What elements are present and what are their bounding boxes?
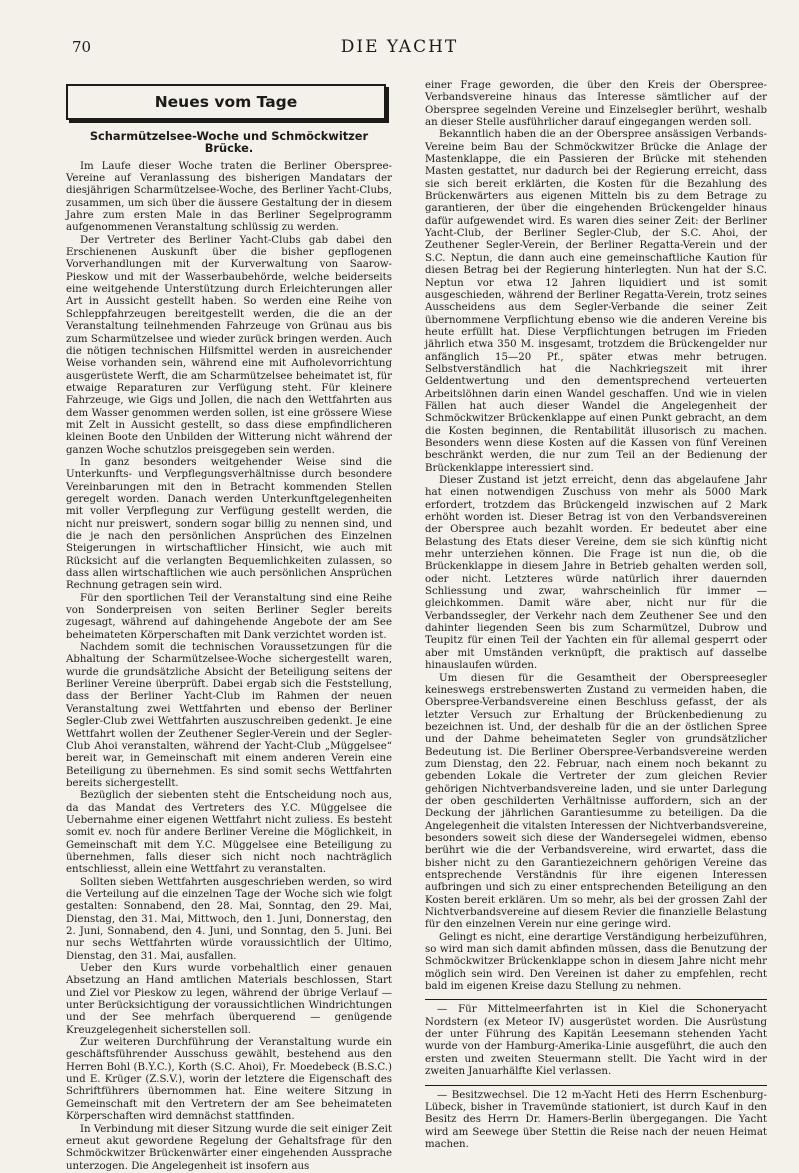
left-column	[66, 84, 392, 1173]
article-body-left	[66, 161, 392, 1173]
paragraph: Dieser Zustand ist jetzt erreicht, denn das abgelaufene Jahr hat einen notwendigen Zuschuss von mehr als 5000 Mark erfordert, trotzdem das Brückengeld inzwischen auf 2 Mark erhöht worden ist. Dieser Betrag ist von den Verbandsvereinen der Oberspree auch bezahlt worden. Er bedeutet aber eine Belastung des Etats dieser Vereine, dem sie sich künftig nicht mehr unterziehen können. Die Frage ist nun die, ob die Brückenklappe in diesem Jahre in Betrieb gehalten werden soll, oder nicht. Letzteres würde natürlich ihrer dauernden Schliessung und zwar, wahrscheinlich für immer — gleichkommen. Damit wäre aber, nicht nur für die Verbandssegler, der Verkehr nach dem Zeuthener See und den dahinter liegenden Seen bis zum Scharmützel, Dubrow und Teupitz für einen Teil der Yachten ein für allemal gesperrt oder aber mit Umständen verknüpft, die praktisch auf dasselbe hinauslaufen würden.	[425, 475, 767, 672]
paragraph: Um diesen für die Gesamtheit der Oberspreesegler keineswegs erstrebenswerten Zustand zu vermeiden haben, die Oberspree-Verbandsvereine einen Beschluss gefasst, der als letzter Versuch zur Erhaltung der Brückenbedienung zu bezeichnen ist. Und, der deshalb für die an der östlichen Spree und der Dahme beheimateten Segler von grundsätzlicher Bedeutung ist. Die Berliner Oberspree-Verbandsvereine werden zum Dienstag, den 22. Februar, nach einem noch bekannt zu gebenden Lokale die Vertreter der zum gleichen Revier gehörigen Nichtverbandsvereine laden, und sie unter Darlegung der oben geschilderten Verhältnisse auffordern, sich an der Deckung der jährlichen Garantiesumme zu beteiligen. Da die Angelegenheit die vitalsten Interessen der Nichtverbandsvereine, besonders soweit sich diese der Wandersegelei widmen, ebenso berührt wie die der Verbandsvereine, wird erwartet, dass die bisher nicht zu den Garantiezeichnern gehörigen Vereine das entsprechende Verständnis für ihre eigenen Interessen aufbringen und sich zu einer entsprechenden Beteiligung an den Kosten bereit erklären. Um so mehr, als bei der grossen Zahl der Nichtverbandsvereine auf diesem Revier die finanzielle Belastung für den einzelnen Verein nur eine geringe wird.	[425, 672, 767, 931]
paragraph: Im Laufe dieser Woche traten die Berliner Oberspree-Vereine auf Veranlassung des bisherigen Mandatars der diesjährigen Scharmützelsee-Woche, des Berliner Yacht-Clubs, zusammen, um sich über die äussere Gestaltung der in diesem Jahre zum ersten Male in das Berliner Segelprogramm aufgenommenen Veranstaltung schlüssig zu werden.	[66, 160, 392, 234]
news-item: — Für Mittelmeerfahrten ist in Kiel die Schoneryacht Nordstern (ex Meteor IV) ausgerüstet worden. Die Ausrüstung der unter Führung des Kapitän Leesemann stehenden Yacht wurde von der Hamburg-Amerika-Linie ausgeführt, die auch den ersten und zweiten Steuermann stellt. Die Yacht wird in der zweiten Januarhälfte Kiel verlassen.	[425, 1004, 767, 1078]
divider	[425, 999, 767, 1000]
article-title: Scharmützelsee-Woche und Schmöckwitzer Brücke.	[89, 129, 369, 156]
paragraph: Gelingt es nicht, eine derartige Verständigung herbeizuführen, so wird man sich damit abfinden müssen, dass die Benutzung der Schmöckwitzer Brückenklappe schon in diesem Jahre nicht mehr möglich sein wird. Den Vereinen ist daher zu empfehlen, recht bald im eigenen Kreise dazu Stellung zu nehmen.	[425, 931, 767, 993]
page-number: 70	[72, 38, 92, 56]
paragraph: In Verbindung mit dieser Sitzung wurde die seit einiger Zeit erneut akut gewordene Regelung der Gehaltsfrage für den Schmöckwitzer Brückenwärter einer eingehenden Aussprache unterzogen. Die Angelegenheit ist insofern aus	[66, 1123, 392, 1172]
paragraph: Nachdem somit die technischen Voraussetzungen für die Abhaltung der Scharmützelsee-Woche sichergestellt waren, wurde die grundsätzliche Absicht der Beteiligung seitens der Berliner Vereine überprüft. Dabei ergab sich die Feststellung, dass der Berliner Yacht-Club im Rahmen der neuen Veranstaltung zwei Wettfahrten und ebenso der Berliner Segler-Club zwei Wettfahrten auszuschreiben gedenkt. Je eine Wettfahrt wollen der Zeuthener Segler-Verein und der Segler-Club Ahoi veranstalten, während der Yacht-Club „Müggelsee“ bereit war, in Gemeinschaft mit einem anderen Verein eine Beteiligung zu übernehmen. Es sind somit sechs Wettfahrten bereits sichergestellt.	[66, 642, 392, 789]
news-items	[425, 1004, 767, 1151]
article-body-right	[425, 80, 767, 993]
divider	[425, 1085, 767, 1086]
paragraph: Sollten sieben Wettfahrten ausgeschrieben werden, so wird die Verteilung auf die einzelnen Tage der Woche sich wie folgt gestalten: Sonnabend, den 28. Mai, Sonntag, den 29. Mai, Dienstag, den 31. Mai, Mittwoch, den 1. Juni, Donnerstag, den 2. Juni, Sonnabend, den 4. Juni, und Sonntag, den 5. Juni. Bei nur sechs Wettfahrten würde voraussichtlich der Ultimo, Dienstag, den 31. Mai, ausfallen.	[66, 876, 392, 962]
paragraph-continued: einer Frage geworden, die über den Kreis der Oberspree-Verbandsvereine hinaus das Interesse sämtlicher auf der Oberspree segelnden Vereine und Einzelsegler berührt, weshalb an dieser Stelle ausführlicher darauf eingegangen werden soll.	[425, 80, 767, 129]
paragraph: Zur weiteren Durchführung der Veranstaltung wurde ein geschäftsführender Ausschuss gewählt, bestehend aus den Herren Bohl (B.Y.C.), Korth (S.C. Ahoi), Fr. Moedebeck (B.S.C.) und E. Krüger (Z.S.V.), worin der letztere die Eigenschaft des Schriftführers übernommen hat. Eine weitere Sitzung in Gemeinschaft mit den Vertretern der am See beheimateten Körperschaften wird demnächst stattfinden.	[66, 1037, 392, 1123]
paragraph: Für den sportlichen Teil der Veranstaltung sind eine Reihe von Sonderpreisen von seiten Berliner Segler bereits zugesagt, während auf dahingehende Angebote der am See beheimateten Körperschaften mit Dank verzichtet worden ist.	[66, 592, 392, 641]
section-title-box	[66, 84, 386, 120]
running-head: DIE YACHT	[340, 37, 459, 57]
right-column	[425, 80, 767, 1151]
paragraph: Bekanntlich haben die an der Oberspree ansässigen Verbands-Vereine beim Bau der Schmöckwitzer Brücke die Anlage der Mastenklappe, die ein Passieren der Brücke mit stehenden Masten gestattet, nur dadurch bei der Regierung erreicht, dass sie sich bereit erklärten, die Kosten für die Bezahlung des Brückenwärters aus eigenen Mitteln bis zu dem Betrage zu garantieren, der über die eingehenden Brückengelder hinaus dafür aufgewendet wird. Es waren dies seiner Zeit: der Berliner Yacht-Club, der Berliner Segler-Club, der S.C. Ahoi, der Zeuthener Segler-Verein, der Berliner Regatta-Verein und der S.C. Neptun, die dann auch eine gemeinschaftliche Kaution für diesen Betrag bei der Regierung hinterlegten. Nun hat der S.C. Neptun vor etwa 12 Jahren liquidiert und ist somit ausgeschieden, während der Berliner Regatta-Verein, trotz seines Ausscheidens aus dem Segler-Verbande die seiner Zeit übernommene Verpflichtung ebenso wie die anderen Vereine bis heute erfüllt hat. Diese Verpflichtungen betrugen im Frieden jährlich etwa 350 M. insgesamt, trotzdem die Brückengelder nur anfänglich 15—20 Pf., später etwas mehr betrugen. Selbstverständlich hat die Nachkriegszeit mit ihrer Geldentwertung und den dementsprechend verteuerten Arbeitslöhnen darin einen Wandel geschaffen. Und wie in vielen Fällen hat auch dieser Wandel die Angelegenheit der Schmöckwitzer Brückenklappe auf einen Punkt gebracht, an dem die Kosten beginnen, die Rentabilität illusorisch zu machen. Besonders wenn diese Kosten auf die Kassen von fünf Vereinen beschränkt werden, die nur zum Teil an der Bedienung der Brückenklappe interessiert sind.	[425, 129, 767, 474]
section-title: Neues vom Tage	[154, 92, 298, 111]
paragraph: Bezüglich der siebenten steht die Entscheidung noch aus, da das Mandat des Vertreters des Y.C. Müggelsee die Uebernahme einer eigenen Wettfahrt nicht zuliess. Es besteht somit ev. noch für andere Berliner Vereine die Möglichkeit, in Gemeinschaft mit dem Y.C. Müggelsee eine Beteiligung zu übernehmen, falls dieser sich nicht noch nachträglich entschliesst, allein eine Wettfahrt zu veranstalten.	[66, 790, 392, 876]
paragraph: Ueber den Kurs wurde vorbehaltlich einer genauen Absetzung an Hand amtlichen Materials beschlossen, Start und Ziel vor Pieskow zu legen, während der übrige Verlauf — unter Berücksichtigung der voraussichtlichen Windrichtungen und der See mehrfach überquerend — genügende Kreuzgelegenheit sicherstellen soll.	[66, 963, 392, 1036]
paragraph: Der Vertreter des Berliner Yacht-Clubs gab dabei den Erschienenen Auskunft über die bisher gepflogenen Vorverhandlungen mit der Kurverwaltung von Saarow-Pieskow und mit der Wasserbaubehörde, welche beiderseits eine weitgehende Unterstützung durch Erleichterungen aller Art in Aussicht gestellt haben. So werden eine Reihe von Schleppfahrzeugen bereitgestellt werden, die die an der Veranstaltung teilnehmenden Fahrzeuge von Grünau aus bis zum Scharmützelsee und wieder zurück bringen werden. Auch die nötigen technischen Hilfsmittel werden in ausreichender Weise vorhanden sein, während eine mit Aufholevorrichtung ausgerüstete Werft, die am Scharmützelsee beheimatet ist, für etwaige Reparaturen zur Verfügung steht. Für kleinere Fahrzeuge, wie Gigs und Jollen, die nach den Wettfahrten aus dem Wasser genommen werden sollen, ist eine grössere Wiese mit Zelt in Aussicht gestellt, so dass diese empfindlicheren kleinen Boote den Unbilden der Witterung nicht während der ganzen Woche schutzlos preisgegeben sein werden.	[66, 234, 392, 456]
news-item: — Besitzwechsel. Die 12 m-Yacht Heti des Herrn Eschenburg-Lübeck, bisher in Travemünde stationiert, ist durch Kauf in den Besitz des Herrn Dr. Hamers-Berlin übergegangen. Die Yacht wird am Seewege über Stettin die Reise nach der neuen Heimat machen.	[425, 1089, 767, 1150]
paragraph: In ganz besonders weitgehender Weise sind die Unterkunfts- und Verpflegungsverhältnisse durch besondere Vereinbarungen mit den in Betracht kommenden Stellen geregelt worden. Danach werden Unterkunftgelegenheiten mit voller Verpflegung zur Verfügung gestellt werden, die nicht nur preiswert, sondern sogar billig zu nennen sind, und die je nach den persönlichen Ansprüchen des Einzelnen Steigerungen in wirtschaftlicher Hinsicht, wie auch mit Rücksicht auf die verlangten Bequemlichkeiten zulassen, so dass allen wirtschaftlichen wie auch persönlichen Ansprüchen Rechnung getragen sein wird.	[66, 456, 392, 592]
